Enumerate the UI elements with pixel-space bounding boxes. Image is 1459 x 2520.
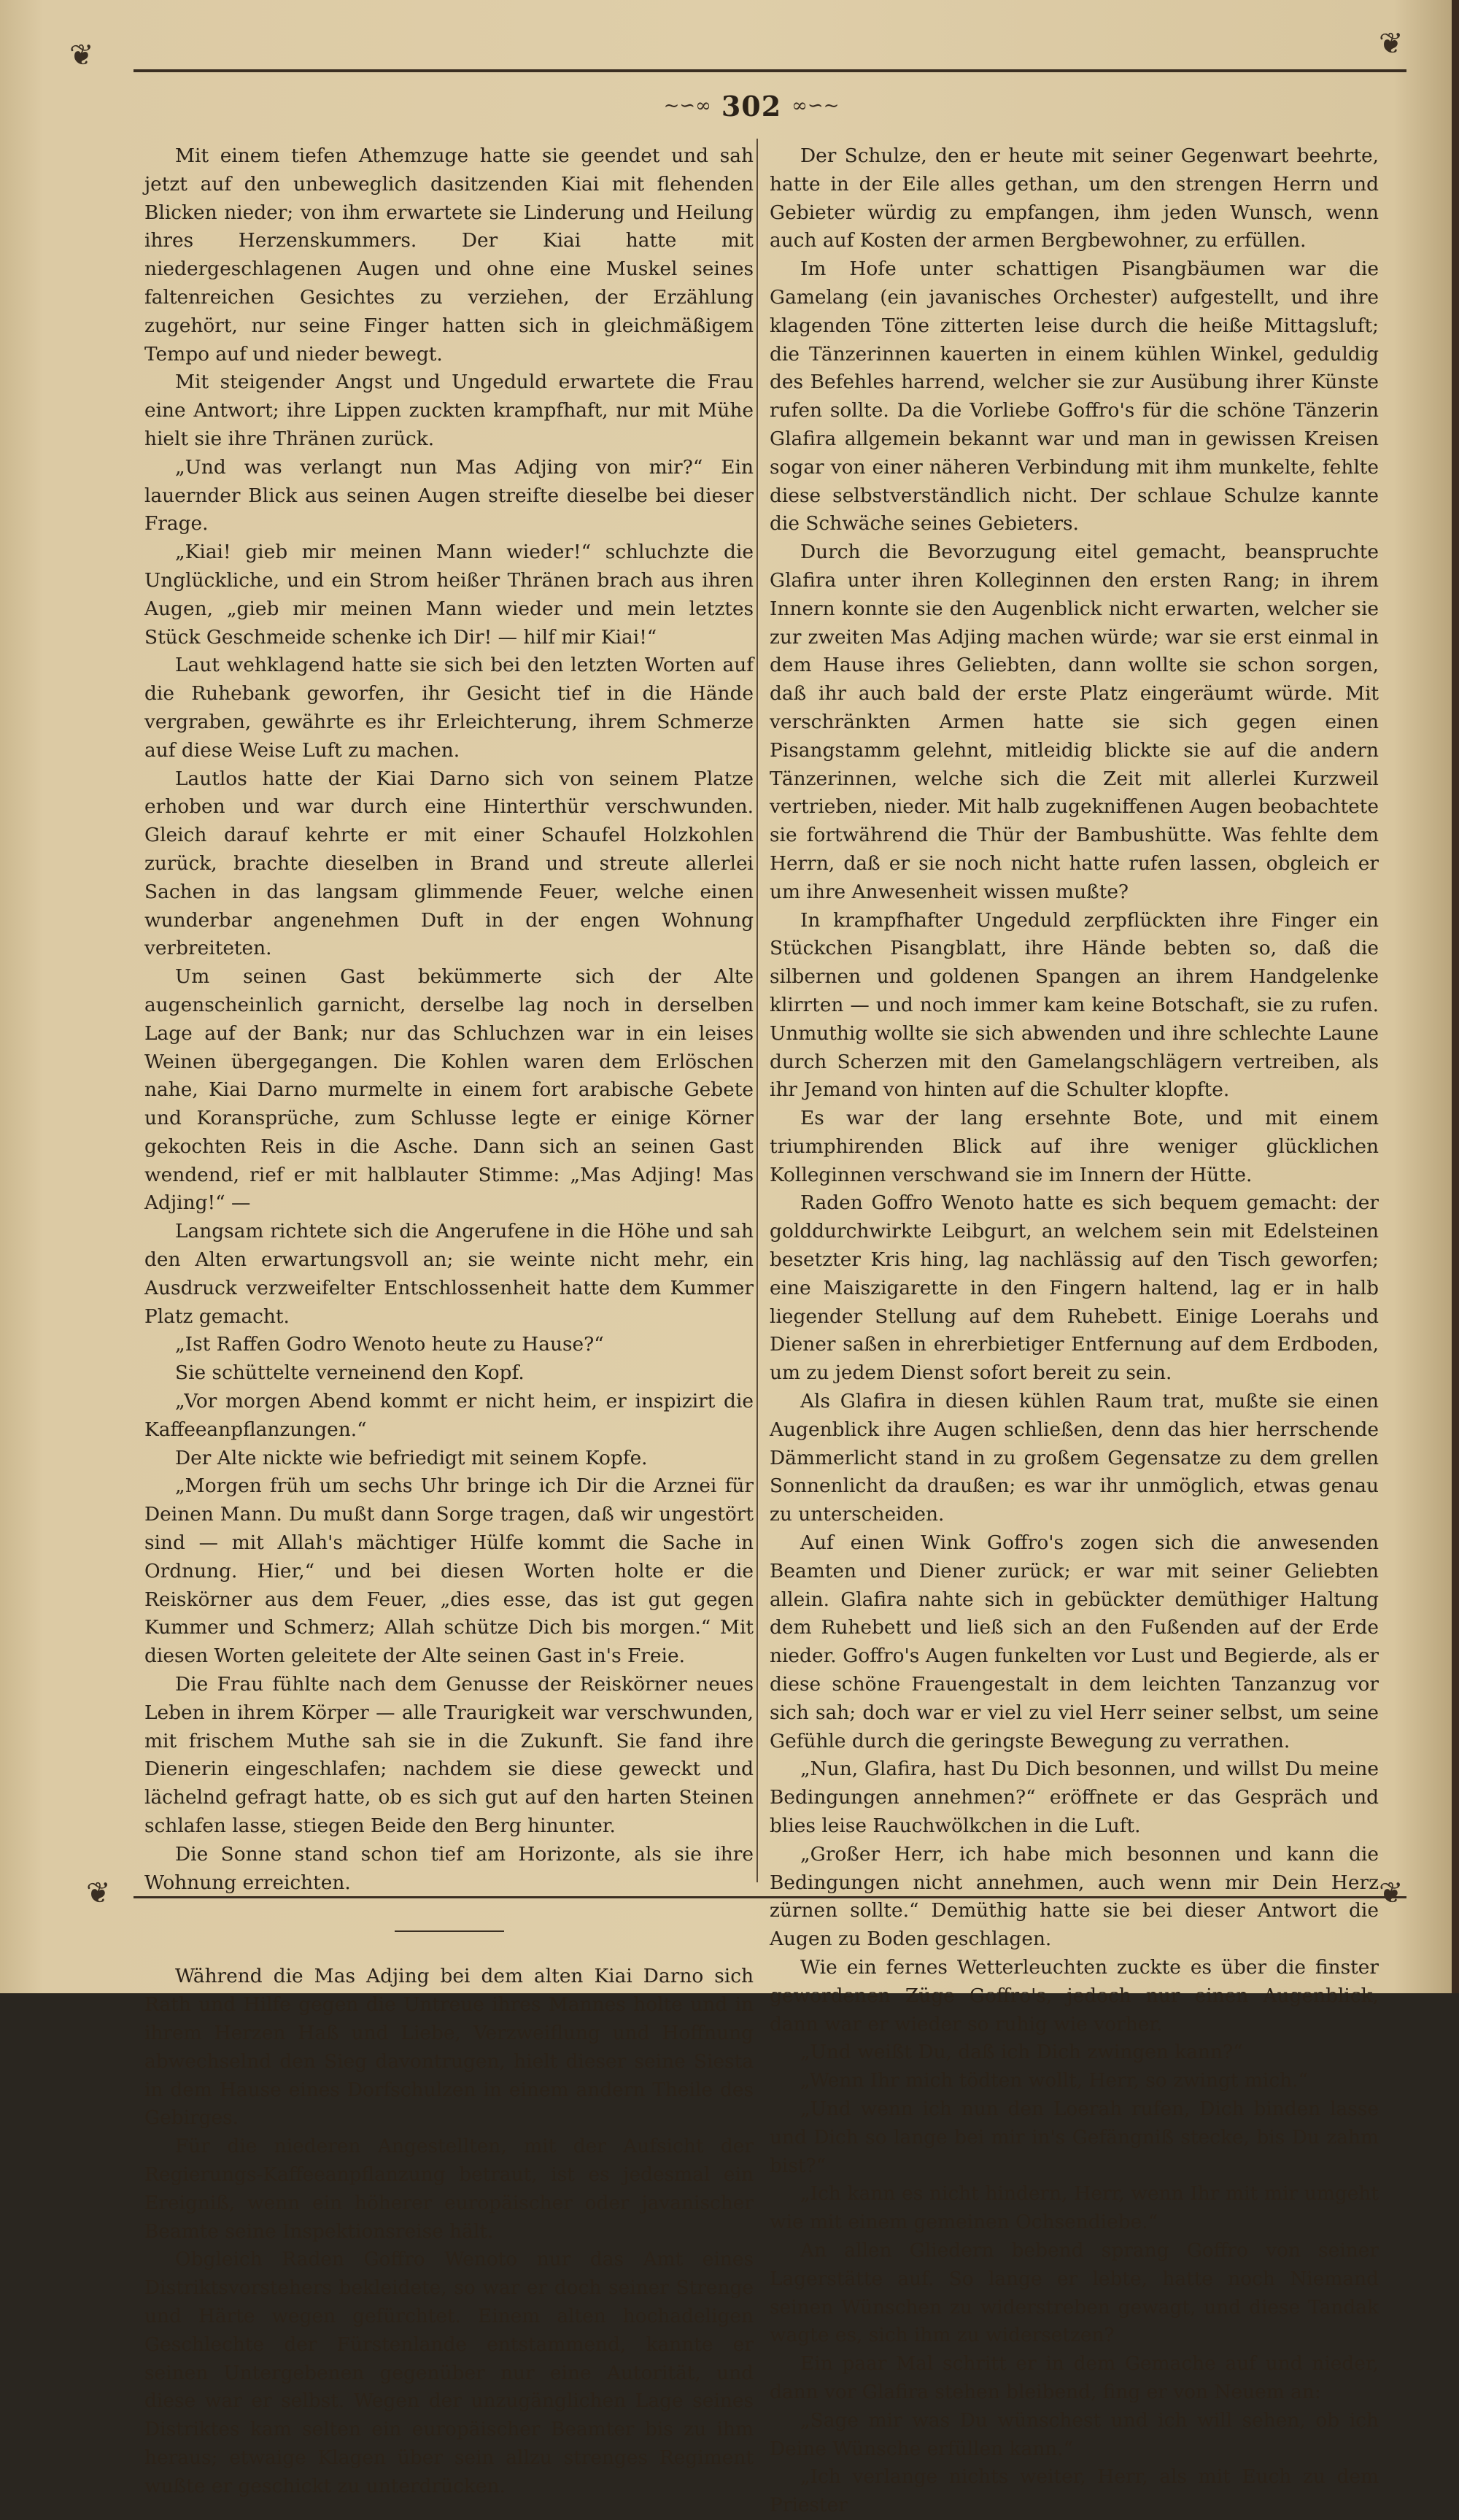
paragraph: Sie schüttelte verneinend den Kopf. <box>175 1361 525 1385</box>
page-header <box>642 88 861 124</box>
book-spine <box>1452 0 1459 1993</box>
page-number: 302 <box>721 89 782 123</box>
paragraph: Mit steigender Angst und Ungeduld erwartete die Frau eine Antwort; ihre Lippen zuckten krampfhaft, nur mit Mühe hielt sie ihre Thränen zurück. <box>144 371 754 450</box>
paragraph: Die Sonne stand schon tief am Horizonte, als sie ihre Wohnung erreichten. <box>144 1842 754 1894</box>
paragraph: Als Glafira in diesen kühlen Raum trat, mußte sie einen Augenblick ihre Augen schließen, denn das hier herrschende Dämmerlicht stand in zu großem Gegensatze zu dem grellen Sonnenlicht da draußen; es war ihr unmöglich, etwas genau zu unterscheiden. <box>770 1390 1379 1526</box>
paragraph: Auf einen Wink Goffro's zogen sich die anwesenden Beamten und Diener zurück; er war mit seiner Geliebten allein. Glafira nahte sich in gebückter demüthiger Haltung dem Ruhebett und ließ sich an den Fußenden auf der Erde nieder. Goffro's Augen funkelten vor Lust und Begierde, als er diese schöne Frauengestalt in dem leichten Tanzanzug vor sich sah; doch war er viel zu viel Herr seiner selbst, um seine Gefühle durch die geringste Bewegung zu verrathen. <box>770 1531 1379 1752</box>
paragraph: „Und was verlangt nun Mas Adjing von mir?“ Ein lauernder Blick aus seinen Augen streifte dieselbe bei dieser Frage. <box>144 455 754 536</box>
paragraph: Es war der lang ersehnte Bote, und mit einem triumphirenden Blick auf ihre weniger glücklichen Kolleginnen verschwand sie im Innern der Hütte. <box>770 1107 1379 1186</box>
column-separator <box>756 139 758 1882</box>
paragraph: „Großer Herr, ich habe mich besonnen und kann die Bedingungen nicht annehmen, auch wenn mir Dein Herz zürnen sollte.“ Demüthig hatte sie bei dieser Antwort die Augen zu Boden geschlagen. <box>770 1842 1379 1951</box>
paragraph: Mit einem tiefen Athemzuge hatte sie geendet und sah jetzt auf den unbeweglich dasitzenden Kiai mit flehenden Blicken nieder; von ihm erwartete sie Linderung und Heilung ihres Herzenskummers. Der Kiai hatte mit niedergeschlagenen Augen und ohne eine Muskel seines faltenreichen Gesichtes zu verziehen, der Erzählung zugehört, nur seine Finger hatten sich in gleichmäßigem Tempo auf und nieder bewegt. <box>144 144 754 366</box>
paragraph: „Ist Raffen Godro Wenoto heute zu Hause?“ <box>175 1333 604 1356</box>
paragraph: „Ich kann es nicht hindern, Herr, wenn Ihr mit mir umgeht wie mit einem gemeinen Ochsendiebe.“ <box>770 2182 1379 2234</box>
corner-ornament-top-left: ❦ <box>69 39 94 72</box>
paragraph: „Sage mir was Du wünschest und ich will sehen, ob ich Deine Wünsche erfüllen kann.“ <box>770 2408 1379 2460</box>
paragraph: „Vor morgen Abend kommt er nicht heim, er inspizirt die Kaffeeanpflanzungen.“ <box>144 1390 754 1441</box>
corner-ornament-bottom-right: ❦ <box>1379 1877 1404 1910</box>
paragraph: Im Hofe unter schattigen Pisangbäumen war die Gamelang (ein javanisches Orchester) aufgestellt, und ihre klagenden Töne zitterten leise durch die heiße Mittagsluft; die Tänzerinnen kauerten in einem kühlen Winkel, geduldig des Befehles harrend, welcher sie zur Ausübung ihrer Künste rufen sollte. Da die Vorliebe Goffro's für die schöne Tänzerin Glafira allgemein bekannt war und man in gewissen Kreisen sogar von einer näheren Verbindung mit ihm munkelte, fehlte diese selbstverständlich nicht. Der schlaue Schulze kannte die Schwäche seines Gebieters. <box>770 258 1379 536</box>
paragraph: „Morgen früh um sechs Uhr bringe ich Dir die Arznei für Deinen Mann. Du mußt dann Sorge tragen, daß wir ungestört sind — mit Allah's mächtiger Hülfe kommt die Sache in Ordnung. Hier,“ und bei diesen Worten holte er die Reiskörner aus dem Feuer, „dies esse, das ist gut gegen Kummer und Schmerz; Allah schütze Dich bis morgen.“ Mit diesen Worten geleitete der Alte seinen Gast in's Freie. <box>144 1474 754 1668</box>
paragraph: „Nun, Glafira, hast Du Dich besonnen, und willst Du meine Bedingungen annehmen?“ eröffnete er das Gespräch und blies leise Rauchwölkchen in die Luft. <box>770 1758 1379 1838</box>
paragraph: Lautlos hatte der Kiai Darno sich von seinem Platze erhoben und war durch eine Hinterthür verschwunden. Gleich darauf kehrte er mit einer Schaufel Holzkohlen zurück, brachte dieselben in Brand und streute allerlei Sachen in das langsam glimmende Feuer, welche einen wunderbar angenehmen Duft in der engen Wohnung verbreiteten. <box>144 767 754 960</box>
corner-ornament-top-right: ❦ <box>1379 27 1404 61</box>
paragraph: „Wenn Ihr mich tödten wollt, Herr, so zwingt mich.“ <box>800 2069 1308 2092</box>
paragraph: „Ich verlange nichts weiter, Herr, als mit Euch zu dem Priester <box>770 2465 1379 2517</box>
paragraph: „Und wenn ich nun den Loerah rufen, Dich binden lasse und Dich so lange bei mir in's Gefängniß stecke, bis Du zahm bist?“ <box>770 2097 1379 2177</box>
paragraph: Laut wehklagend hatte sie sich bei den letzten Worten auf die Ruhebank geworfen, ihr Gesicht tief in die Hände vergraben, gewährte es ihr Erleichterung, ihrem Schmerze auf diese Weise Luft zu machen. <box>144 654 754 762</box>
paragraph: Durch die Bevorzugung eitel gemacht, beanspruchte Glafira unter ihren Kolleginnen den ersten Rang; in ihrem Innern konnte sie den Augenblick nicht erwarten, welcher sie zur zweiten Mas Adjing machen würde; war sie erst einmal in dem Hause ihres Geliebten, dann wollte sie schon sorgen, daß ihr auch bald der erste Platz eingeräumt würde. Mit verschränkten Armen hatte sie sich gegen einen Pisangstamm gelehnt, mitleidig blickte sie auf die andern Tänzerinnen, welche sich die Zeit mit allerlei Kurzweil vertrieben, nieder. Mit halb zugekniffenen Augen beobachtete sie fortwährend die Thür der Bambushütte. Was fehlte dem Herrn, daß er sie noch nicht hatte rufen lassen, obgleich er um ihre Anwesenheit wissen mußte? <box>770 541 1379 903</box>
paragraph: Während die Mas Adjing bei dem alten Kiai Darno sich Rath und Hilfe gegen die Untreue ihres Mannes holte und in ihrem Herzen Haß und Liebe, Verzweiflung und Hoffnung abwechselnd den Sieg davontrugen, hielt dieser seine Siesta in dem Hause eines Dorfschulzen in einem andern Theile des Gebirges. <box>144 1965 754 2130</box>
paragraph: Obgleich Raden Goffro Wenoto nur das Amt eines Distriktsvorstehers bekleidete, so war er doch seiner Strenge und Härte wegen gefürchtet. Einem alten hochadeligen Geschlechte der Fürstenlande entstammend, kannte er seinen Untergebenen gegenüber nur eine Autorität, und diese war er selbst. Wegen der unzugänglichen Lage seines Distriktes kam selten ein europäischer Beamter bis zu ihm heraus; etwaige Klagen über sein allzu strenges Regiment wußte er geschickt zu unterdrücken. <box>144 2248 754 2497</box>
header-swash-right: ∞∽~ <box>792 95 840 117</box>
paragraph: Ein paar Mal schritt er in dem Gemache auf und nieder, dann vor Glafira stehen bleibend, fing er von Neuem an: <box>770 2352 1379 2403</box>
paragraph: Der Alte nickte wie befriedigt mit seinem Kopfe. <box>175 1446 648 1469</box>
right-column <box>770 142 1379 2520</box>
paragraph: Die Frau fühlte nach dem Genusse der Reiskörner neues Leben in ihrem Körper — alle Traurigkeit war verschwunden, mit frischem Muthe sah sie in die Zukunft. Sie fand ihre Dienerin eingeschlafen; nachdem sie diese geweckt und lächelnd gefragt hatte, ob es sich gut auf den harten Steinen schlafen lasse, stiegen Beide den Berg hinunter. <box>144 1673 754 1838</box>
paragraph: „Und weißt Du, daß ich Dich zwingen kann?“ <box>800 2041 1243 2064</box>
paragraph: „Kiai! gieb mir meinen Mann wieder!“ schluchzte die Unglückliche, und ein Strom heißer Thränen brach aus ihren Augen, „gieb mir meinen Mann wieder und mein letztes Stück Geschmeide schenke ich Dir! — hilf mir Kiai!“ <box>144 541 754 649</box>
corner-ornament-bottom-left: ❦ <box>86 1877 111 1910</box>
paragraph: Um seinen Gast bekümmerte sich der Alte augenscheinlich garnicht, derselbe lag noch in derselben Lage auf der Bank; nur das Schluchzen war in ein leises Weinen übergegangen. Die Kohlen waren dem Erlöschen nahe, Kiai Darno murmelte in einem fort arabische Gebete und Koransprüche, zum Schlusse legte er einige Körner gekochten Reis in die Asche. Dann sich an seinen Gast wendend, rief er mit halblauter Stimme: „Mas Adjing! Mas Adjing!“ — <box>144 965 754 1215</box>
left-column <box>144 142 754 2501</box>
paragraph: Raden Goffro Wenoto hatte es sich bequem gemacht: der golddurchwirkte Leibgurt, an welchem sein mit Edelsteinen besetzter Kris hing, lag nachlässig auf den Tisch geworfen; eine Maiszigarette in den Fingern haltend, lag er in halb liegender Stellung auf dem Ruhebett. Einige Loerahs und Diener saßen in ehrerbietiger Entfernung auf dem Erdboden, um zu jedem Dienst sofort bereit zu sein. <box>770 1191 1379 1385</box>
paragraph: Wie ein fernes Wetterleuchten zuckte es über die finster gewordenen Züge Goffro's, jedoch nur einen Augenblick, dann war er wieder so ruhig wie vorher. <box>770 1956 1379 2036</box>
paragraph: Langsam richtete sich die Angerufene in die Höhe und sah den Alten erwartungsvoll an; sie weinte nicht mehr, ein Ausdruck verzweifelter Entschlossenheit hatte dem Kummer Platz gemacht. <box>144 1220 754 1328</box>
header-swash-left: ~∽∞ <box>663 95 711 117</box>
paragraph: An allen Gliedern bebend sprang Goffro von seiner Lagerstätte auf. So lange er lebte, hatte noch Niemand seinen Wünschen zu widerstreben gewagt, und diese Tandak wagte es, sich ihm zu widersetzen? <box>770 2238 1379 2347</box>
paragraph: Der Schulze, den er heute mit seiner Gegenwart beehrte, hatte in der Eile alles gethan, um den strengen Herrn und Gebieter würdig zu empfangen, ihm jeden Wunsch, wenn auch auf Kosten der armen Bergbewohner, zu erfüllen. <box>770 144 1379 252</box>
paragraph: Für die niederen Angestellten, mit der Aufsicht der Regierungs-Kaffeeanpflanzung betraut, ist es jedesmal ein Ereigniß, wenn ein höherer europäischer oder javanischer Beamte seine Inspektionsreise hält. <box>144 2135 754 2243</box>
section-divider <box>395 1930 504 1932</box>
paragraph: In krampfhafter Ungeduld zerpflückten ihre Finger ein Stückchen Pisangblatt, ihre Hände bebten so, daß die silbernen und goldenen Spangen an ihrem Handgelenke klirrten — und noch immer kam keine Botschaft, sie zu rufen. Unmuthig wollte sie sich abwenden und ihre schlechte Laune durch Scherzen mit den Gamelangschlägern vertreiben, als ihr Jemand von hinten auf die Schulter klopfte. <box>770 908 1379 1102</box>
